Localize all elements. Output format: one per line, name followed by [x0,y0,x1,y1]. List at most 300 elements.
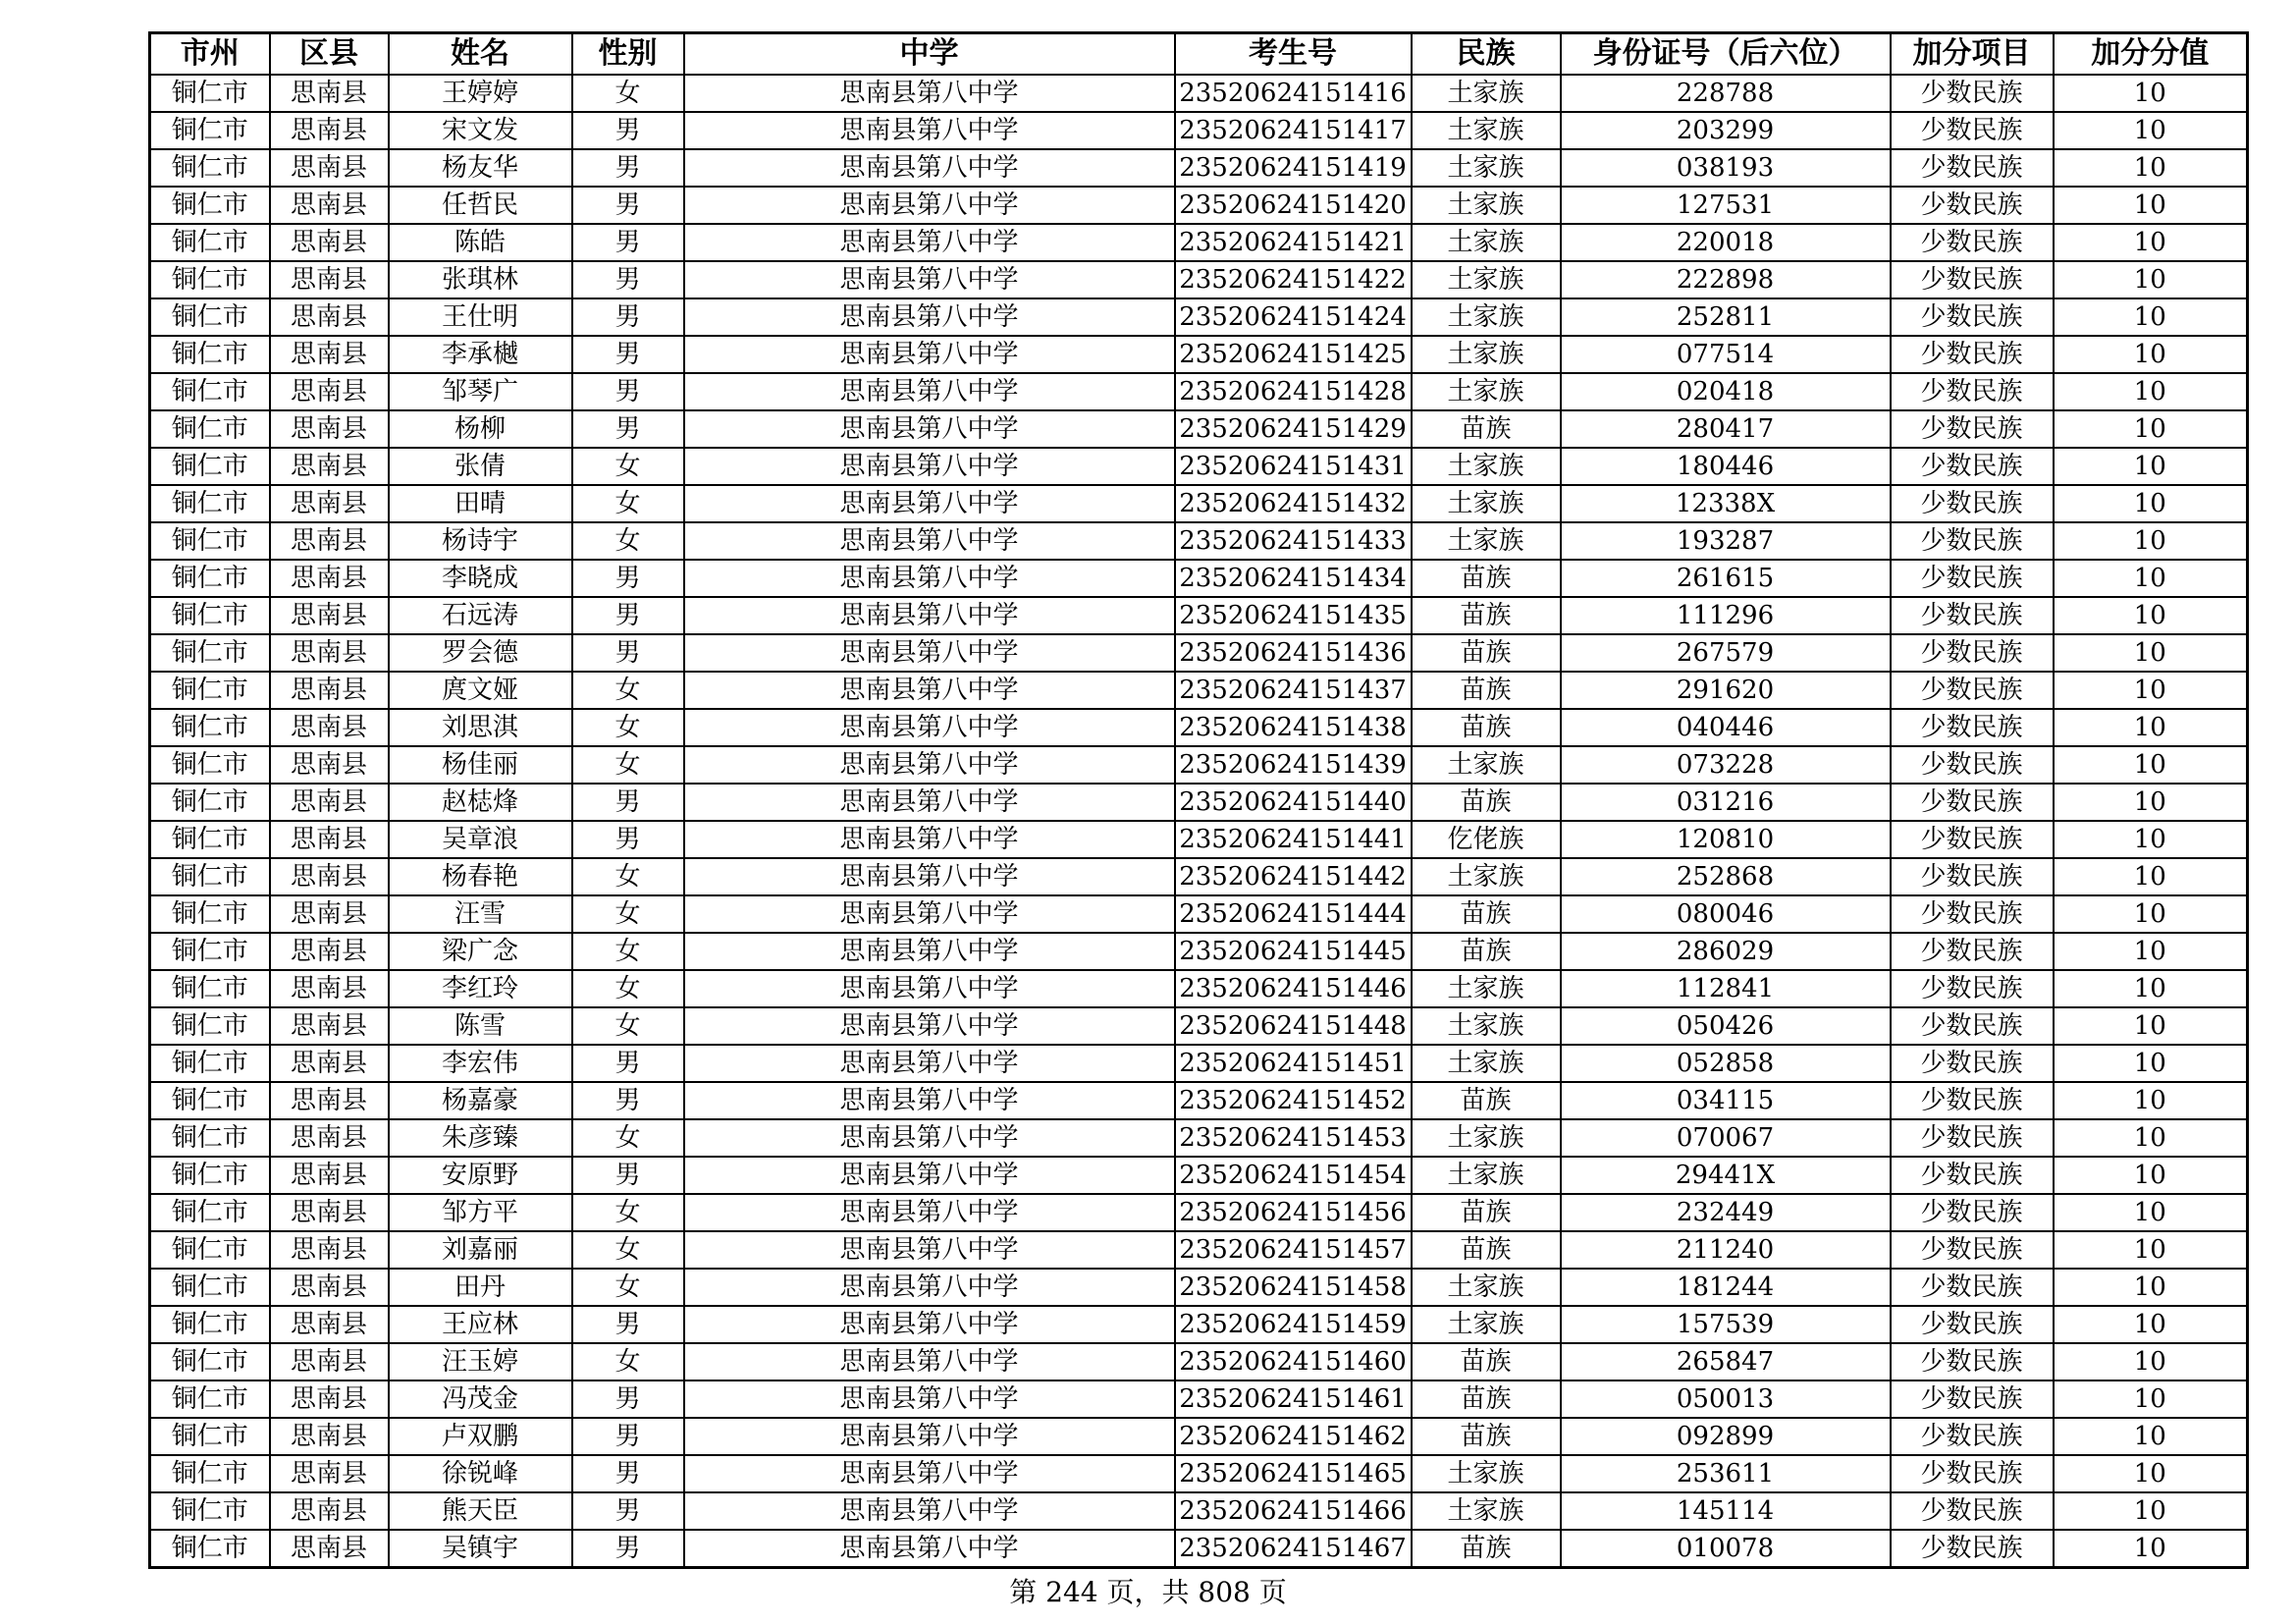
cell-bonus-value: 10 [2054,560,2248,597]
cell-city: 铜仁市 [150,1380,270,1418]
table-row [150,410,2248,448]
table-row [150,1306,2248,1343]
table-row [150,1119,2248,1157]
table-row [150,75,2248,112]
cell-id-suffix: 040446 [1561,709,1891,746]
table-row [150,821,2248,858]
page-footer: 第 244 页，共 808 页 [1009,1576,1287,1608]
cell-gender: 女 [572,895,684,933]
cell-id-suffix: 280417 [1561,410,1891,448]
cell-exam-number: 23520624151417 [1175,112,1412,149]
cell-county: 思南县 [270,1269,389,1306]
col-header-bonus-value: 加分分值 [2054,33,2248,76]
table-row [150,336,2248,373]
cell-county: 思南县 [270,1194,389,1231]
cell-id-suffix: 252811 [1561,298,1891,336]
cell-city: 铜仁市 [150,1343,270,1380]
cell-county: 思南县 [270,224,389,261]
cell-exam-number: 23520624151438 [1175,709,1412,746]
cell-exam-number: 23520624151451 [1175,1045,1412,1082]
cell-bonus-value: 10 [2054,1380,2248,1418]
cell-ethnicity: 土家族 [1412,1492,1561,1530]
cell-bonus-value: 10 [2054,746,2248,784]
cell-ethnicity: 苗族 [1412,784,1561,821]
cell-id-suffix: 020418 [1561,373,1891,410]
cell-ethnicity: 土家族 [1412,298,1561,336]
cell-county: 思南县 [270,1343,389,1380]
col-header-bonus-item: 加分项目 [1891,33,2054,76]
cell-gender: 女 [572,75,684,112]
cell-id-suffix: 265847 [1561,1343,1891,1380]
cell-exam-number: 23520624151465 [1175,1455,1412,1492]
cell-ethnicity: 苗族 [1412,1343,1561,1380]
cell-id-suffix: 232449 [1561,1194,1891,1231]
cell-school: 思南县第八中学 [684,522,1175,560]
cell-county: 思南县 [270,784,389,821]
cell-name: 田晴 [389,485,572,522]
cell-name: 李承樾 [389,336,572,373]
cell-exam-number: 23520624151437 [1175,672,1412,709]
cell-school: 思南县第八中学 [684,634,1175,672]
cell-name: 陈雪 [389,1007,572,1045]
cell-gender: 男 [572,1380,684,1418]
cell-gender: 男 [572,597,684,634]
cell-ethnicity: 苗族 [1412,672,1561,709]
cell-ethnicity: 土家族 [1412,373,1561,410]
cell-name: 安原野 [389,1157,572,1194]
cell-city: 铜仁市 [150,1194,270,1231]
cell-bonus-value: 10 [2054,1343,2248,1380]
table-row [150,149,2248,187]
cell-ethnicity: 苗族 [1412,895,1561,933]
cell-school: 思南县第八中学 [684,149,1175,187]
cell-city: 铜仁市 [150,1082,270,1119]
cell-county: 思南县 [270,1007,389,1045]
cell-ethnicity: 仡佬族 [1412,821,1561,858]
cell-id-suffix: 203299 [1561,112,1891,149]
table-row [150,634,2248,672]
cell-gender: 女 [572,485,684,522]
cell-id-suffix: 12338X [1561,485,1891,522]
col-header-school: 中学 [684,33,1175,76]
cell-bonus-value: 10 [2054,784,2248,821]
cell-gender: 男 [572,261,684,298]
cell-ethnicity: 土家族 [1412,224,1561,261]
table-row [150,298,2248,336]
cell-ethnicity: 苗族 [1412,597,1561,634]
cell-name: 庹文娅 [389,672,572,709]
cell-name: 罗会德 [389,634,572,672]
table-row [150,970,2248,1007]
cell-bonus-value: 10 [2054,187,2248,224]
cell-bonus-value: 10 [2054,485,2248,522]
table-row [150,1343,2248,1380]
table-row [150,1492,2248,1530]
cell-bonus-item: 少数民族 [1891,1269,2054,1306]
cell-gender: 男 [572,784,684,821]
cell-id-suffix: 010078 [1561,1530,1891,1568]
cell-bonus-item: 少数民族 [1891,410,2054,448]
cell-bonus-item: 少数民族 [1891,1343,2054,1380]
cell-gender: 女 [572,1269,684,1306]
cell-ethnicity: 苗族 [1412,634,1561,672]
cell-school: 思南县第八中学 [684,970,1175,1007]
cell-city: 铜仁市 [150,336,270,373]
cell-bonus-item: 少数民族 [1891,1231,2054,1269]
table-row [150,1380,2248,1418]
cell-bonus-item: 少数民族 [1891,485,2054,522]
cell-name: 冯茂金 [389,1380,572,1418]
cell-school: 思南县第八中学 [684,597,1175,634]
cell-exam-number: 23520624151448 [1175,1007,1412,1045]
cell-bonus-value: 10 [2054,1007,2248,1045]
cell-county: 思南县 [270,336,389,373]
cell-county: 思南县 [270,1082,389,1119]
cell-bonus-item: 少数民族 [1891,672,2054,709]
cell-exam-number: 23520624151462 [1175,1418,1412,1455]
cell-id-suffix: 181244 [1561,1269,1891,1306]
cell-city: 铜仁市 [150,560,270,597]
cell-city: 铜仁市 [150,597,270,634]
cell-name: 田丹 [389,1269,572,1306]
cell-name: 杨佳丽 [389,746,572,784]
col-header-city: 市州 [150,33,270,76]
cell-ethnicity: 苗族 [1412,560,1561,597]
cell-county: 思南县 [270,560,389,597]
cell-bonus-value: 10 [2054,1231,2248,1269]
cell-bonus-item: 少数民族 [1891,112,2054,149]
cell-county: 思南县 [270,895,389,933]
cell-bonus-value: 10 [2054,112,2248,149]
cell-county: 思南县 [270,1455,389,1492]
cell-county: 思南县 [270,933,389,970]
cell-bonus-item: 少数民族 [1891,933,2054,970]
cell-county: 思南县 [270,1045,389,1082]
cell-school: 思南县第八中学 [684,858,1175,895]
cell-id-suffix: 157539 [1561,1306,1891,1343]
cell-city: 铜仁市 [150,1007,270,1045]
cell-ethnicity: 土家族 [1412,970,1561,1007]
cell-id-suffix: 038193 [1561,149,1891,187]
cell-county: 思南县 [270,112,389,149]
cell-bonus-value: 10 [2054,1269,2248,1306]
col-header-ethnicity: 民族 [1412,33,1561,76]
cell-name: 朱彦臻 [389,1119,572,1157]
cell-bonus-item: 少数民族 [1891,858,2054,895]
cell-ethnicity: 土家族 [1412,112,1561,149]
cell-county: 思南县 [270,149,389,187]
cell-id-suffix: 29441X [1561,1157,1891,1194]
cell-city: 铜仁市 [150,522,270,560]
cell-name: 汪雪 [389,895,572,933]
table-row [150,1007,2248,1045]
cell-name: 石远涛 [389,597,572,634]
cell-exam-number: 23520624151458 [1175,1269,1412,1306]
cell-school: 思南县第八中学 [684,1157,1175,1194]
cell-name: 刘思淇 [389,709,572,746]
cell-bonus-value: 10 [2054,858,2248,895]
cell-ethnicity: 苗族 [1412,1231,1561,1269]
cell-county: 思南县 [270,1492,389,1530]
cell-city: 铜仁市 [150,448,270,485]
cell-gender: 男 [572,1306,684,1343]
cell-name: 刘嘉丽 [389,1231,572,1269]
cell-bonus-item: 少数民族 [1891,1306,2054,1343]
cell-bonus-item: 少数民族 [1891,336,2054,373]
cell-bonus-item: 少数民族 [1891,149,2054,187]
cell-id-suffix: 253611 [1561,1455,1891,1492]
cell-id-suffix: 252868 [1561,858,1891,895]
cell-id-suffix: 050013 [1561,1380,1891,1418]
cell-county: 思南县 [270,373,389,410]
cell-school: 思南县第八中学 [684,187,1175,224]
cell-county: 思南县 [270,821,389,858]
cell-city: 铜仁市 [150,1269,270,1306]
cell-ethnicity: 土家族 [1412,1007,1561,1045]
cell-gender: 男 [572,298,684,336]
cell-exam-number: 23520624151445 [1175,933,1412,970]
cell-city: 铜仁市 [150,224,270,261]
cell-city: 铜仁市 [150,970,270,1007]
cell-city: 铜仁市 [150,784,270,821]
cell-name: 杨嘉豪 [389,1082,572,1119]
cell-gender: 男 [572,149,684,187]
table-row [150,933,2248,970]
cell-school: 思南县第八中学 [684,336,1175,373]
cell-ethnicity: 土家族 [1412,858,1561,895]
cell-school: 思南县第八中学 [684,1380,1175,1418]
cell-name: 王应林 [389,1306,572,1343]
cell-id-suffix: 211240 [1561,1231,1891,1269]
cell-name: 王仕明 [389,298,572,336]
cell-ethnicity: 土家族 [1412,448,1561,485]
cell-gender: 女 [572,522,684,560]
cell-school: 思南县第八中学 [684,1306,1175,1343]
cell-school: 思南县第八中学 [684,821,1175,858]
cell-city: 铜仁市 [150,75,270,112]
cell-id-suffix: 261615 [1561,560,1891,597]
cell-city: 铜仁市 [150,746,270,784]
cell-gender: 女 [572,1231,684,1269]
cell-exam-number: 23520624151456 [1175,1194,1412,1231]
cell-city: 铜仁市 [150,1231,270,1269]
cell-bonus-value: 10 [2054,75,2248,112]
cell-id-suffix: 111296 [1561,597,1891,634]
cell-school: 思南县第八中学 [684,1045,1175,1082]
cell-city: 铜仁市 [150,1455,270,1492]
cell-school: 思南县第八中学 [684,1119,1175,1157]
cell-gender: 男 [572,373,684,410]
cell-ethnicity: 苗族 [1412,1194,1561,1231]
cell-ethnicity: 土家族 [1412,1306,1561,1343]
cell-gender: 男 [572,1492,684,1530]
cell-exam-number: 23520624151442 [1175,858,1412,895]
cell-city: 铜仁市 [150,821,270,858]
cell-county: 思南县 [270,187,389,224]
cell-bonus-value: 10 [2054,298,2248,336]
cell-ethnicity: 苗族 [1412,1082,1561,1119]
cell-name: 邹琴广 [389,373,572,410]
cell-county: 思南县 [270,1306,389,1343]
table-row [150,1231,2248,1269]
cell-bonus-item: 少数民族 [1891,1455,2054,1492]
col-header-gender: 性别 [572,33,684,76]
cell-gender: 女 [572,448,684,485]
cell-name: 杨春艳 [389,858,572,895]
cell-gender: 女 [572,1007,684,1045]
cell-bonus-item: 少数民族 [1891,970,2054,1007]
cell-name: 王婷婷 [389,75,572,112]
table-row [150,597,2248,634]
cell-bonus-value: 10 [2054,597,2248,634]
cell-city: 铜仁市 [150,112,270,149]
cell-city: 铜仁市 [150,1418,270,1455]
table-row [150,672,2248,709]
cell-county: 思南县 [270,597,389,634]
cell-bonus-value: 10 [2054,261,2248,298]
cell-exam-number: 23520624151439 [1175,746,1412,784]
cell-school: 思南县第八中学 [684,746,1175,784]
cell-bonus-value: 10 [2054,410,2248,448]
cell-county: 思南县 [270,410,389,448]
col-header-exam-number: 考生号 [1175,33,1412,76]
cell-gender: 男 [572,821,684,858]
table-row [150,709,2248,746]
cell-bonus-item: 少数民族 [1891,560,2054,597]
cell-county: 思南县 [270,672,389,709]
table-row [150,784,2248,821]
cell-id-suffix: 070067 [1561,1119,1891,1157]
cell-gender: 女 [572,746,684,784]
cell-gender: 男 [572,336,684,373]
cell-exam-number: 23520624151416 [1175,75,1412,112]
cell-id-suffix: 286029 [1561,933,1891,970]
cell-exam-number: 23520624151454 [1175,1157,1412,1194]
cell-name: 赵梽烽 [389,784,572,821]
cell-bonus-value: 10 [2054,448,2248,485]
cell-school: 思南县第八中学 [684,672,1175,709]
cell-ethnicity: 土家族 [1412,336,1561,373]
cell-gender: 女 [572,1194,684,1231]
cell-ethnicity: 苗族 [1412,1380,1561,1418]
cell-exam-number: 23520624151441 [1175,821,1412,858]
cell-gender: 男 [572,1157,684,1194]
cell-bonus-item: 少数民族 [1891,1492,2054,1530]
cell-exam-number: 23520624151440 [1175,784,1412,821]
cell-ethnicity: 苗族 [1412,933,1561,970]
cell-gender: 男 [572,560,684,597]
cell-name: 李宏伟 [389,1045,572,1082]
cell-bonus-item: 少数民族 [1891,1194,2054,1231]
cell-bonus-value: 10 [2054,224,2248,261]
cell-school: 思南县第八中学 [684,560,1175,597]
cell-county: 思南县 [270,448,389,485]
cell-id-suffix: 228788 [1561,75,1891,112]
cell-ethnicity: 土家族 [1412,522,1561,560]
cell-school: 思南县第八中学 [684,1007,1175,1045]
cell-school: 思南县第八中学 [684,1194,1175,1231]
cell-exam-number: 23520624151432 [1175,485,1412,522]
cell-id-suffix: 291620 [1561,672,1891,709]
cell-city: 铜仁市 [150,672,270,709]
table-row [150,522,2248,560]
cell-city: 铜仁市 [150,895,270,933]
table-row [150,1045,2248,1082]
cell-bonus-value: 10 [2054,149,2248,187]
cell-gender: 男 [572,410,684,448]
cell-exam-number: 23520624151461 [1175,1380,1412,1418]
cell-id-suffix: 080046 [1561,895,1891,933]
cell-exam-number: 23520624151422 [1175,261,1412,298]
cell-gender: 男 [572,1045,684,1082]
cell-county: 思南县 [270,1231,389,1269]
cell-school: 思南县第八中学 [684,1492,1175,1530]
table-row [150,746,2248,784]
cell-ethnicity: 土家族 [1412,187,1561,224]
cell-bonus-value: 10 [2054,1082,2248,1119]
cell-bonus-value: 10 [2054,373,2248,410]
cell-bonus-value: 10 [2054,634,2248,672]
cell-county: 思南县 [270,1418,389,1455]
table-row [150,224,2248,261]
cell-ethnicity: 土家族 [1412,1045,1561,1082]
cell-city: 铜仁市 [150,634,270,672]
cell-exam-number: 23520624151467 [1175,1530,1412,1568]
cell-county: 思南县 [270,970,389,1007]
cell-gender: 男 [572,1082,684,1119]
cell-county: 思南县 [270,634,389,672]
cell-gender: 男 [572,1530,684,1568]
cell-city: 铜仁市 [150,1530,270,1568]
cell-school: 思南县第八中学 [684,1269,1175,1306]
table-body [150,75,2248,1568]
table-row [150,261,2248,298]
cell-exam-number: 23520624151459 [1175,1306,1412,1343]
cell-school: 思南县第八中学 [684,485,1175,522]
cell-bonus-value: 10 [2054,970,2248,1007]
cell-gender: 女 [572,672,684,709]
cell-bonus-item: 少数民族 [1891,709,2054,746]
cell-name: 陈皓 [389,224,572,261]
cell-id-suffix: 050426 [1561,1007,1891,1045]
table-row [150,1157,2248,1194]
cell-name: 吴镇宇 [389,1530,572,1568]
cell-exam-number: 23520624151429 [1175,410,1412,448]
cell-bonus-item: 少数民族 [1891,373,2054,410]
cell-school: 思南县第八中学 [684,784,1175,821]
cell-school: 思南县第八中学 [684,261,1175,298]
cell-ethnicity: 土家族 [1412,1119,1561,1157]
cell-id-suffix: 193287 [1561,522,1891,560]
cell-id-suffix: 092899 [1561,1418,1891,1455]
cell-bonus-item: 少数民族 [1891,224,2054,261]
table-row [150,1418,2248,1455]
cell-gender: 女 [572,970,684,1007]
cell-name: 杨柳 [389,410,572,448]
cell-city: 铜仁市 [150,410,270,448]
cell-name: 李红玲 [389,970,572,1007]
cell-bonus-item: 少数民族 [1891,1157,2054,1194]
cell-school: 思南县第八中学 [684,1455,1175,1492]
cell-county: 思南县 [270,1119,389,1157]
cell-bonus-item: 少数民族 [1891,746,2054,784]
cell-city: 铜仁市 [150,373,270,410]
cell-bonus-value: 10 [2054,1530,2248,1568]
cell-ethnicity: 苗族 [1412,410,1561,448]
cell-bonus-item: 少数民族 [1891,597,2054,634]
cell-school: 思南县第八中学 [684,709,1175,746]
cell-bonus-item: 少数民族 [1891,1380,2054,1418]
